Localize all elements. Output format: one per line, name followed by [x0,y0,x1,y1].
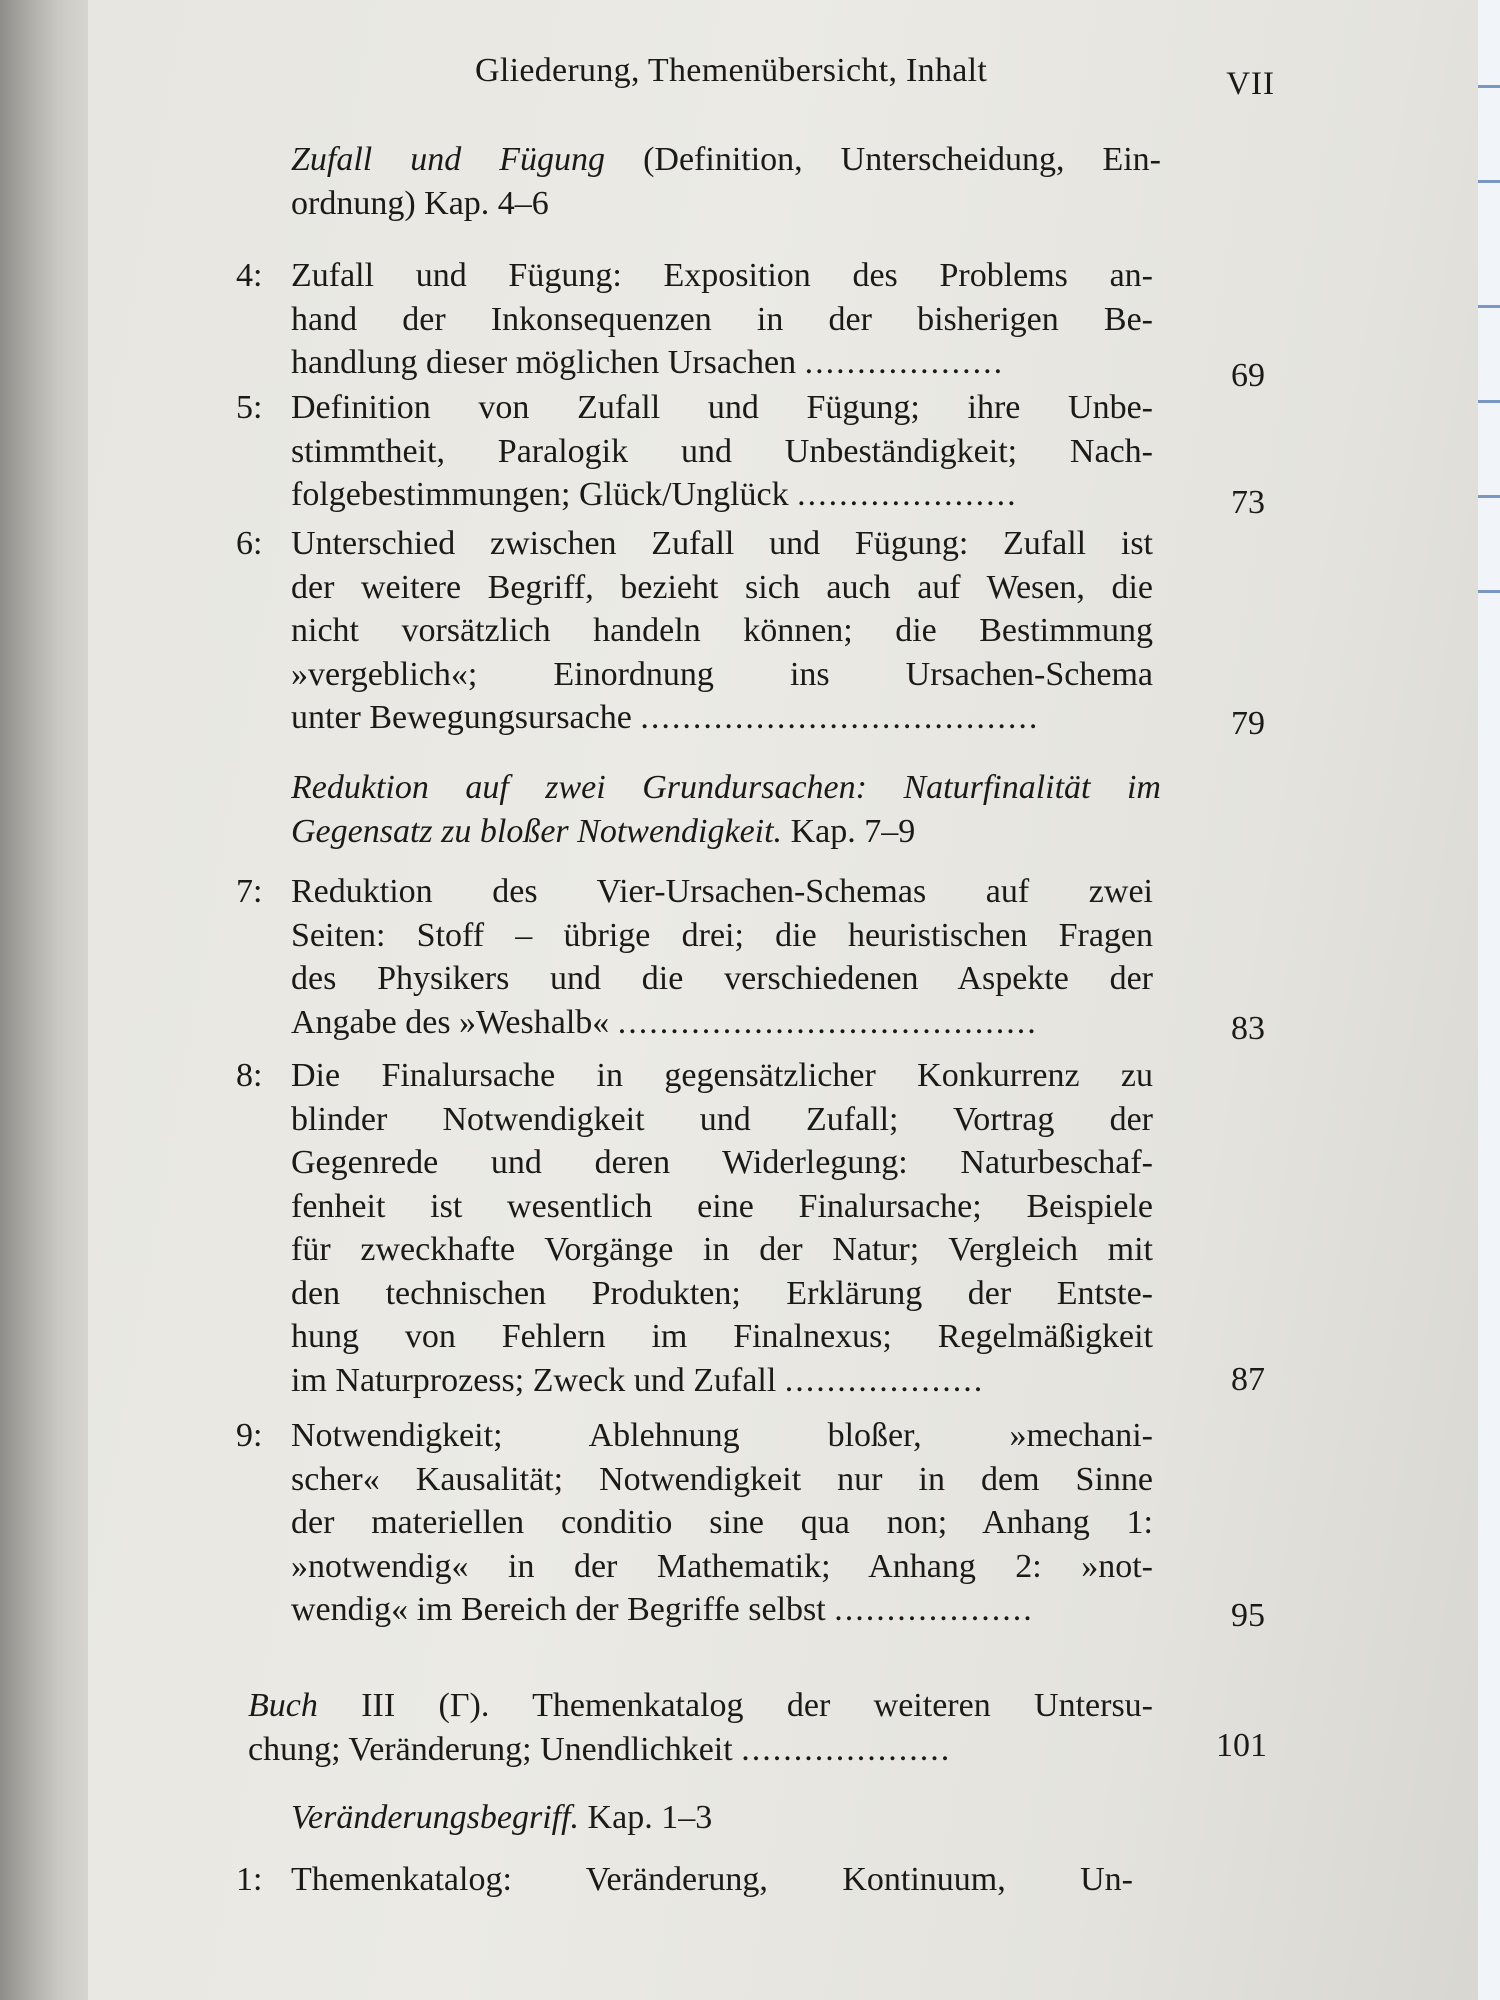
entry-line: Unterschied zwischen Zufall und Fügung: Zufall ist [291,525,1153,562]
entry-line: Themenkatalog: Veränderung, Kontinuum, Un- [291,1861,1133,1898]
book-page-ref: 101 [1216,1727,1267,1764]
entry-number: 8: [236,1057,263,1094]
entry-line: Die Finalursache in gegensätzlicher Konkurrenz zu [291,1057,1153,1094]
entry-number: 5: [236,389,263,426]
section-italic: Zufall und Fügung [291,141,606,178]
book-heading-line: chung; Veränderung; Unendlichkeit [248,1730,733,1768]
entry-line: Angabe des »Weshalb« [291,1003,610,1041]
entry-number: 1: [236,1861,263,1898]
entry-line: Gegenrede und deren Widerlegung: Naturbeschaf- [291,1144,1153,1181]
section-heading-line: Gegensatz zu bloßer Notwendigkeit. [291,812,783,850]
section-heading-veraenderung [291,1796,1161,1839]
section-chapters: Kap. 1–3 [587,1799,713,1836]
entry-page-ref: 69 [1231,357,1265,394]
dot-leader: .................... [741,1730,952,1768]
page-number: VII [1226,66,1275,102]
entry-line: im Naturprozess; Zweck und Zufall [291,1361,777,1399]
entry-page-ref: 79 [1231,705,1265,742]
running-header: Gliederung, Themenübersicht, Inhalt [475,52,988,89]
entry-page-ref: 83 [1231,1010,1265,1047]
entry-number: 4: [236,257,263,294]
entry-line: fenheit ist wesentlich eine Finalursache; Beispiele [291,1187,1153,1225]
entry-line: Notwendigkeit; Ablehnung bloßer, »mechani- [291,1417,1153,1454]
entry-line: der weitere Begriff, bezieht sich auch auf Wesen, die [291,568,1153,606]
section-chapters: Kap. 7–9 [790,812,916,850]
section-heading-reduktion [291,766,1161,853]
entry-line: der materiellen conditio sine qua non; Anhang 1: [291,1504,1153,1541]
entry-line: für zweckhafte Vorgänge in der Natur; Vergleich mit [291,1231,1153,1268]
entry-line: scher« Kausalität; Notwendigkeit nur in dem Sinne [291,1460,1153,1498]
entry-line: »vergeblich«; Einordnung ins Ursachen-Schema [291,655,1153,693]
entry-page-ref: 87 [1231,1361,1265,1398]
entry-page-ref: 95 [1231,1597,1265,1634]
section-heading-line: Reduktion auf zwei Grundursachen: Naturfinalität im [291,769,1161,806]
dot-leader: ................... [784,1361,985,1399]
book-gutter [0,0,95,2000]
entry-line: hung von Fehlern im Finalnexus; Regelmäßigkeit [291,1318,1153,1355]
dot-leader: ..................... [797,476,1018,513]
entry-line: blinder Notwendigkeit und Zufall; Vortrag der [291,1100,1153,1138]
section-heading-zufall [291,138,1161,225]
entry-number: 6: [236,525,263,562]
dot-leader: ................... [834,1591,1034,1628]
entry-page-ref: 73 [1231,484,1265,521]
entry-number: 7: [236,873,263,910]
entry-line: Reduktion des Vier-Ursachen-Schemas auf zwei [291,873,1153,910]
entry-line: stimmtheit, Paralogik und Unbeständigkeit; Nach- [291,432,1153,470]
dot-leader: ........................................ [617,1003,1038,1041]
entry-line: des Physikers und die verschiedenen Aspekte der [291,960,1153,997]
entry-line: wendig« im Bereich der Begriffe selbst [291,1591,826,1628]
section-heading-line: (Definition, Unterscheidung, Ein- [643,141,1161,178]
entry-line: handlung dieser möglichen Ursachen [291,344,797,381]
book-heading-line: III (Γ). Themenkatalog der weiteren Untersu- [361,1687,1153,1724]
entry-line: nicht vorsätzlich handeln können; die Bestimmung [291,612,1153,649]
dot-leader: ...................................... [640,699,1040,736]
entry-line: Seiten: Stoff – übrige drei; die heuristischen Fragen [291,916,1153,954]
entry-line: »notwendig« in der Mathematik; Anhang 2: »not- [291,1547,1153,1585]
entry-line: unter Bewegungsursache [291,699,632,736]
entry-line: folgebestimmungen; Glück/Unglück [291,476,789,513]
entry-line: den technischen Produkten; Erklärung der Entste- [291,1274,1153,1312]
book-label: Buch [248,1687,318,1724]
entry-line: Definition von Zufall und Fügung; ihre Unbe- [291,389,1153,426]
dot-leader: ................... [804,344,1005,381]
book-heading[interactable] [248,1684,1153,1771]
entry-number: 9: [236,1417,263,1454]
entry-line: hand der Inkonsequenzen in der bisherigen Be- [291,300,1153,338]
entry-line: Zufall und Fügung: Exposition des Problems an- [291,257,1153,294]
section-heading-line: ordnung) Kap. 4–6 [291,184,549,222]
section-italic: Veränderungsbegriff. [291,1799,580,1836]
notebook-edge [1478,0,1500,2000]
